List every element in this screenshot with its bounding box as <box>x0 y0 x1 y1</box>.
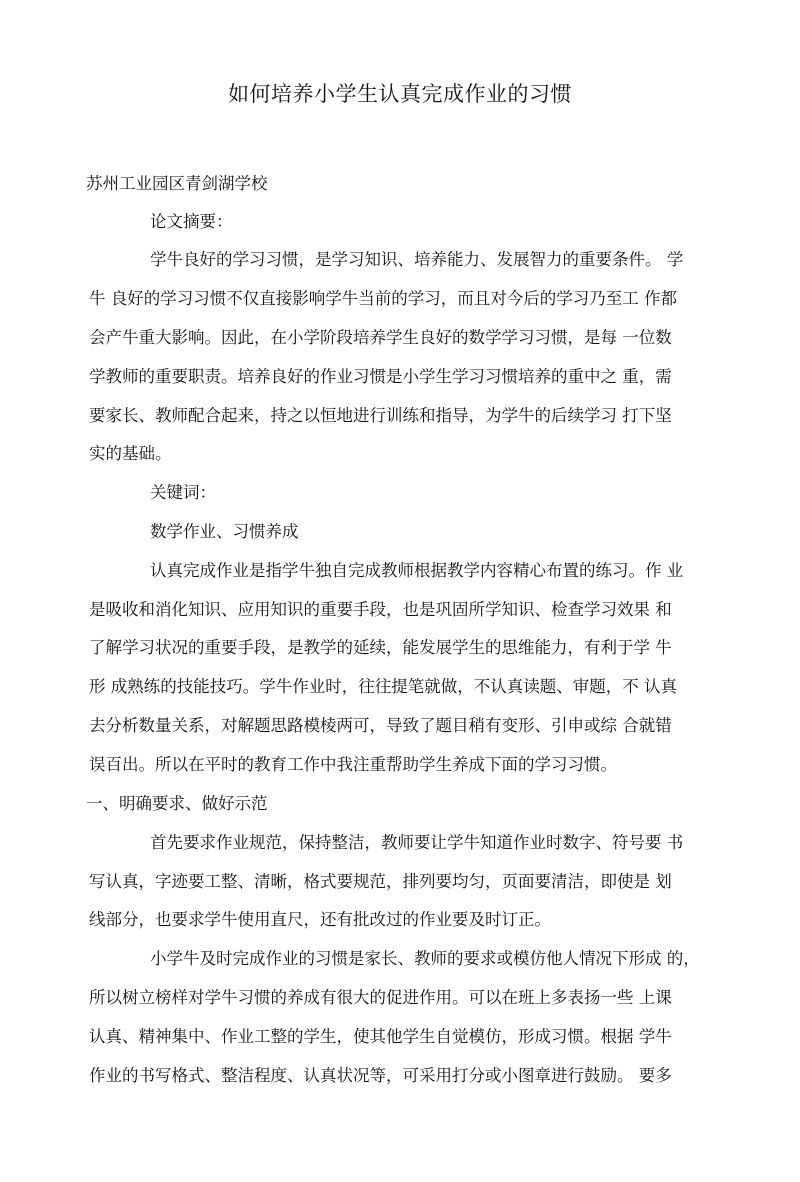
section1-line: 小学牛及时完成作业的习惯是家长、教师的要求或模仿他人情况下形成 的， <box>150 949 700 968</box>
document-title: 如何培养小学生认真完成作业的习惯 <box>228 82 572 106</box>
section1-line: 线部分，也要求学牛使用直尺，还有批改过的作业要及时订正。 <box>89 910 551 929</box>
section1-line: 首先要求作业规范，保持整洁，教师要让学牛知道作业时数字、符号要 书 <box>150 833 684 852</box>
section1-line: 所以树立榜样对学牛习惯的养成有很大的促进作用。可以在班上多表扬一些 上课 <box>89 988 672 1007</box>
keywords-text: 数学作业、习惯养成 <box>150 522 299 541</box>
section1-line: 认真、精神集中、作业工整的学生，使其他学生自觉模仿，形成习惯。根据 学牛 <box>89 1027 672 1046</box>
intro-line: 认真完成作业是指学牛独自完成教师根据教学内容精心布置的练习。作 业 <box>150 561 684 580</box>
school-name: 苏州工业园区青剑湖学校 <box>86 174 268 193</box>
abstract-line: 牛 良好的学习习惯不仅直接影响学牛当前的学习，而且对今后的学习乃至工 作都 <box>89 289 677 308</box>
section1-line: 作业的书写格式、整洁程度、认真状况等，可采用打分或小图章进行鼓励。 要多 <box>89 1066 672 1085</box>
intro-line: 了解学习状况的重要手段，是教学的延续，能发展学生的思维能力，有利于学 牛 <box>89 638 672 657</box>
abstract-line: 学牛良好的学习习惯，是学习知识、培养能力、发展智力的重要条件。 学 <box>150 250 684 269</box>
intro-line: 误百出。所以在平时的教育工作中我注重帮助学生养成下面的学习习惯。 <box>89 755 617 774</box>
abstract-label: 论文摘要： <box>150 212 233 231</box>
intro-line: 形 成熟练的技能技巧。学牛作业时，往往提笔就做，不认真读题、审题，不 认真 <box>89 677 677 696</box>
intro-line: 去分析数量关系，对解题思路模棱两可，导致了题目稍有变形、引申或综 合就错 <box>89 716 672 735</box>
keywords-label: 关键词： <box>150 483 216 502</box>
section1-line: 写认真，字迹要工整、清晰，格式要规范，排列要均匀，页面要清洁，即使是 划 <box>89 872 672 891</box>
abstract-line: 要家长、教师配合起来，持之以恒地进行训练和指导，为学牛的后续学习 打下坚 <box>89 406 672 425</box>
abstract-line: 实的基础。 <box>89 444 172 463</box>
abstract-line: 学教师的重要职责。培养良好的作业习惯是小学生学习习惯培养的重中之 重，需 <box>89 367 672 386</box>
intro-line: 是吸收和消化知识、应用知识的重要手段，也是巩固所学知识、检查学习效果 和 <box>89 600 672 619</box>
section-heading: 一、明确要求、做好示范 <box>86 794 268 813</box>
abstract-line: 会产牛重大影响。因此，在小学阶段培养学生良好的数学学习习惯，是每 一位数 <box>89 328 672 347</box>
